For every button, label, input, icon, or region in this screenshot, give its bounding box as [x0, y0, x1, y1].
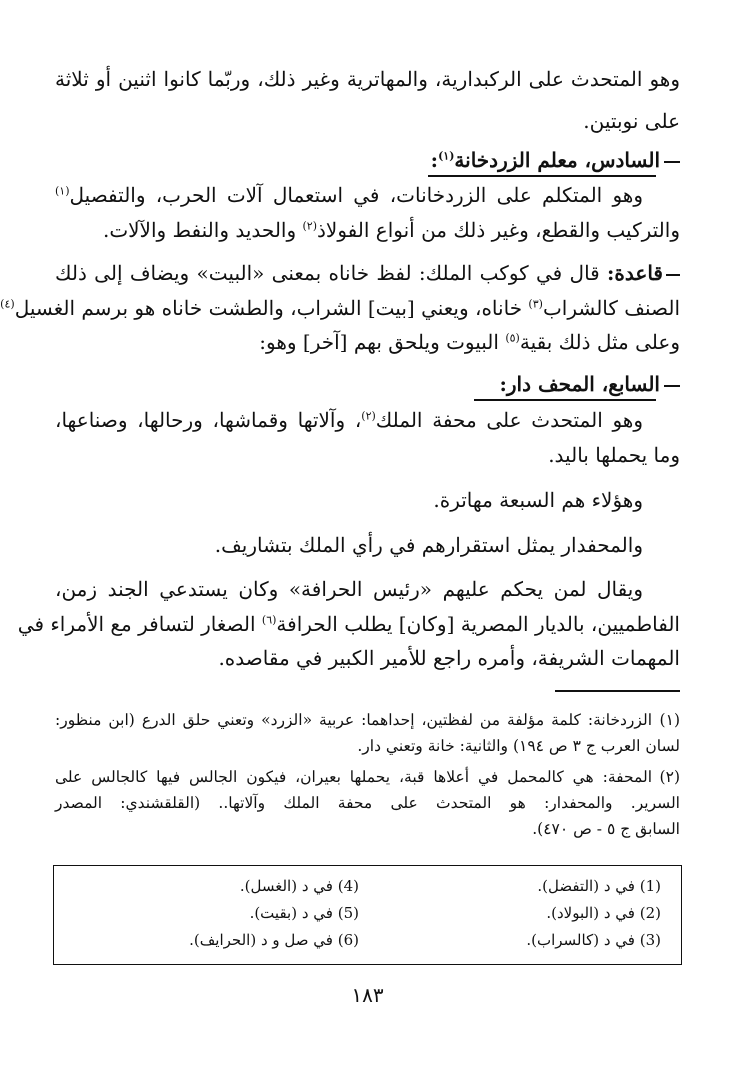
variant-item: (2) في د (البولاد). [546, 904, 661, 922]
heading-dash [664, 161, 680, 163]
variant-ref: (٣) [528, 297, 543, 311]
body-line-3: وهو المتكلم على الزردخانات، في استعمال آلات الحرب، والتفصيل$^{(١)}$ [55, 183, 643, 207]
variant-item: (1) في د (التفضل). [537, 877, 661, 895]
footnote-number: (٢) [659, 768, 680, 786]
body-line-7: وعلى مثل ذلك بقية$^{(٥)}$ البيوت ويلحق بهم [آخر] وهو: [259, 330, 680, 354]
variant-ref: (٢) [302, 219, 317, 233]
heading-seventh-section: السابع، المحف دار: [499, 369, 680, 399]
variant-readings-box [53, 865, 682, 965]
page-number: ١٨٣ [351, 983, 384, 1007]
heading-underline [474, 399, 656, 401]
footnote-2-line-3: السابق ج ٥ - ص ٤٧٠). [532, 820, 680, 838]
footnote-number: (١) [659, 711, 680, 729]
footnote-ref: (٢) [361, 409, 376, 423]
variant-item: (6) في صل و د (الحرايف). [189, 931, 359, 949]
body-line-10: وهؤلاء هم السبعة مهاترة. [433, 488, 643, 512]
footnote-separator [555, 690, 680, 692]
heading-underline [428, 175, 656, 177]
variant-ref: (٤) [0, 297, 15, 311]
heading-sixth-section: السادس، معلم الزردخانة$^{(١)}$: [431, 145, 680, 175]
footnote-2-line-2: السرير. والمحفدار: هو المتحدث على محفة الملك وآلاتها.. (القلقشندي: المصدر [55, 794, 680, 812]
heading-dash [664, 385, 680, 387]
body-line-9: وما يحملها باليد. [548, 443, 680, 467]
footnote-ref: (١) [438, 149, 455, 163]
body-line-5: قاعدة: قال في كوكب الملك: لفظ خاناه بمعنى «البيت» ويضاف إلى ذلك [55, 258, 680, 288]
body-line-14: المهمات الشريفة، وأمره راجع للأمير الكبير في مقاصده. [218, 646, 680, 670]
footnote-2-line-1: المحفة: هي كالمحمل في أعلاها قبة، يحملها بعيران، فيكون الجالس فيها كالجالس على [55, 768, 652, 786]
body-line-1: وهو المتحدث على الركبدارية، والمهاترية وغير ذلك، وربّما كانوا اثنين أو ثلاثة [55, 67, 680, 91]
footnote-1-line-1: الزردخانة: كلمة مؤلفة من لفظتين، إحداهما: عربية «الزرد» وتعني حلق الدرع (ابن منظور: [55, 711, 652, 729]
body-line-2: على نوبتين. [583, 109, 680, 133]
rule-dash [666, 274, 680, 276]
rule-label: قاعدة: [607, 261, 663, 285]
body-line-8: وهو المتحدث على محفة الملك$^{(٢)}$، وآلاتها وقماشها، ورحالها، وصناعها، [55, 408, 644, 432]
footnote-1-line-2: لسان العرب ج ٣ ص ١٩٤) والثانية: خانة وتعني دار. [357, 737, 680, 755]
variant-ref: (٦) [261, 613, 277, 627]
variant-ref: (١) [55, 184, 70, 198]
body-line-13: الفاطميين، بالديار المصرية [وكان] يطلب الحرافة$^{(٦)}$ الصغار لتسافر مع الأمراء في [17, 612, 680, 636]
body-line-12: ويقال لمن يحكم عليهم «رئيس الحرافة» وكان يستدعي الجند زمن، [55, 577, 643, 601]
body-line-4: والتركيب والقطع، وغير ذلك من أنواع الفولاذ$^{(٢)}$ والحديد والنفط والآلات. [102, 218, 680, 242]
body-line-6: الصنف كالشراب$^{(٣)}$ خاناه، ويعني [بيت] الشراب، والطشت خاناه هو برسم الغسيل$^{(٤)}$ [0, 296, 680, 320]
body-line-11: والمحفدار يمثل استقرارهم في رأي الملك بتشاريف. [214, 533, 643, 557]
variant-item: (4) في د (الغسل). [239, 877, 359, 895]
variant-ref: (٥) [505, 331, 520, 345]
variant-item: (5) في د (بقيت). [249, 904, 359, 922]
variant-item: (3) في د (كالسراب). [526, 931, 661, 949]
